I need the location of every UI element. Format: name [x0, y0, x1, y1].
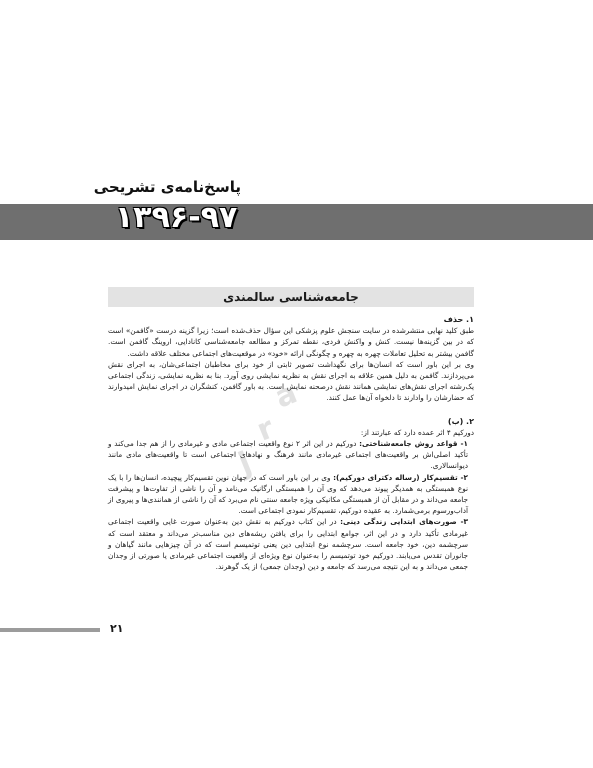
list-item-text: در این کتاب دورکیم به نقش دین به‌عنوان صورت غایی واقعیت اجتماعی غیرمادی تأکید دارد و در این اثر، جوامع ابتدایی را برای یافتن ریشه‌های دین مناسب‌تر می‌داند و معتقد است که سرچشمه دین، خود جامعه است. سرچشمه نوع ابتدایی دین یعنی توتمیسم است که در آن چیزهایی مانند گیاهان و جانوران تقدس می‌یابند. دورکیم خود توتمیسم را به‌عنوان نوع ویژه‌ای از واقعیت اجتماعی غیرمادی یا صورتی از وجدان جمعی می‌داند و به این نتیجه می‌رسد که جامعه و دین (وجدان جمعی) از یک گوهرند. — [108, 517, 468, 572]
question-2-intro: دورکیم ۴ اثر عمده دارد که عبارتند از: — [360, 427, 474, 437]
question-1-heading: ۱. حذف — [443, 315, 474, 324]
section-title-bar — [108, 287, 474, 307]
footer-bar — [0, 628, 100, 632]
exam-year: ۱۳۹۶-۹۷ — [115, 200, 238, 235]
list-item-text: وی بر این باور است که در جهان نوین تقسیم‌کار پیچیده، انسان‌ها را با یک نوع همبستگی به همدیگر پیوند می‌دهد که وی آن را همبستگی ارگانیک می‌نامد و آن را ناشی از تفاوت‌ها و پیشرفت جامعه می‌داند و در مقابل آن از همبستگی مکانیکی ویژه جامعه سنتی نام می‌برد که آن را ناشی از همانندی‌ها و پیروی از آداب‌ورسوم برمی‌شمارد. به عقیده دورکیم، تقسیم‌کار نمودی اجتماعی است. — [108, 472, 468, 516]
watermark-letter: a — [270, 375, 303, 416]
list-item-title: ۳- صورت‌های ابتدایی زندگی دینی: — [340, 517, 468, 527]
list-item — [108, 472, 474, 517]
spacer — [108, 404, 474, 416]
list-item-title: ۲- تقسیم‌کار (رساله دکترای دورکیم): — [333, 472, 468, 482]
answer-sheet-heading: پاسخ‌نامه‌ی تشریحی — [93, 178, 241, 196]
question-1-paragraph: وی بر این باور است که انسان‌ها برای نگهداشت تصویر ثابتی از خود برای مخاطبان اجتماعی‌شان، به اجرای نقش می‌پردازند. گافمن به دلیل همین علاقه به اجرای نقش به نظریه نمایشی روی آورد. بنا به نظریه نمایشی، زندگی اجتماعی یک‌رشته اجرای نقش‌های نمایشی همانند نقش درصحنه نمایش است. به باور گافمن، کنشگران در اجرای نمایش امیدوارند که حضارشان را وادارند تا دلخواه آن‌ها عمل کنند. — [108, 359, 474, 403]
list-item-title: ۱- قواعد روش جامعه‌شناختی: — [359, 439, 468, 449]
watermark-letter: j — [233, 445, 257, 482]
question-1-paragraph: طبق کلید نهایی منتشرشده در سایت سنجش علوم پزشکی این سؤال حذف‌شده است؛ زیرا گزینه درست «گافمن» است که در بین گزینه‌ها نیست. کنش و واکنش فردی، نقطه تمرکز و مطالعه جامعه‌شناسی کانادایی، اروینگ گافمن است. گافمن بیشتر به تحلیل تعاملات چهره به چهره و چگونگی ارائه «خود» در موقعیت‌های اجتماعی مختلف علاقه داشت. — [108, 326, 474, 358]
list-item — [108, 438, 474, 472]
watermark-letter: r — [251, 410, 279, 449]
list-item-text: دورکیم در این اثر ۲ نوع واقعیت اجتماعی مادی و غیرمادی را از هم جدا می‌کند و تأکید اصلی‌اش بر واقعیت‌های اجتماعی غیرمادی مانند فرهنگ و نهادهای اجتماعی است تا واقعیت‌های مادی مانند دیوانسالاری. — [108, 439, 468, 471]
answer-content — [108, 314, 474, 572]
header-band — [0, 204, 593, 240]
list-item — [108, 516, 474, 572]
page-number: ۲۱ — [110, 622, 124, 635]
question-2-heading: ۲. (ب) — [447, 416, 474, 426]
section-title: جامعه‌شناسی سالمندی — [223, 290, 359, 304]
